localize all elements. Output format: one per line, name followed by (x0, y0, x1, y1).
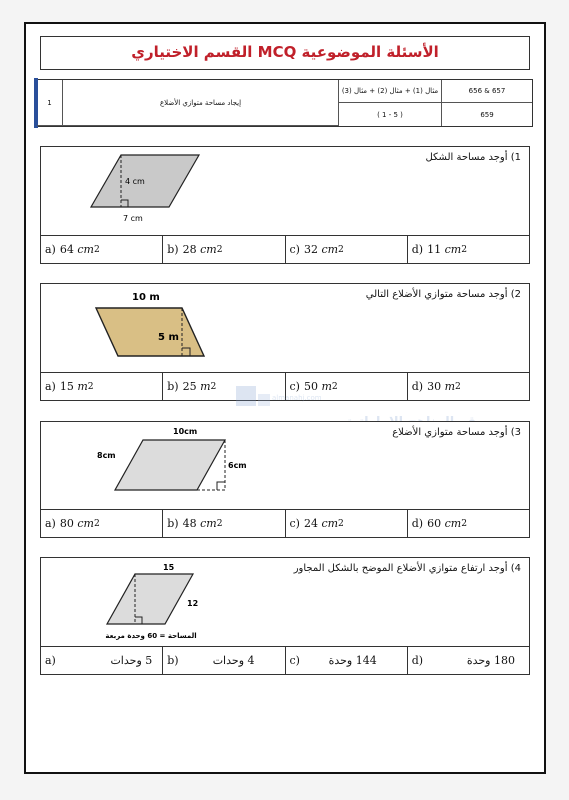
option-d[interactable]: d) 11 cm 2 (411, 243, 468, 256)
question-1-options (41, 235, 529, 263)
info-table (36, 79, 533, 127)
height-label: 6cm (228, 461, 247, 470)
option-a[interactable]: a) 5 وحدات (41, 647, 163, 674)
worksheet-page (24, 22, 546, 774)
option-d[interactable]: d) 180 وحدة (411, 654, 515, 667)
question-4-text: 4) أوجد ارتفاع متوازي الأضلاع الموضح بالشكل المجاور (293, 563, 521, 574)
base-label: 10 m (132, 292, 160, 303)
page-title: الأسئلة الموضوعية MCQ القسم الاختياري (131, 43, 439, 61)
option-b[interactable]: b) 48 cm 2 (163, 510, 285, 537)
parallelogram-shape (115, 440, 225, 490)
option-a[interactable]: a) 64 cm 2 (41, 236, 163, 263)
question-3-figure (97, 424, 247, 502)
question-1-text: 1) أوجد مساحة الشكل (425, 152, 521, 163)
area-label: المساحة = 60 وحدة مربعة (105, 632, 197, 640)
info-pages-2: 659 (480, 110, 494, 119)
option-b[interactable]: b) 4 وحدات (163, 647, 285, 674)
option-c[interactable]: c) 144 وحدة (286, 647, 408, 674)
right-angle-mark (217, 482, 225, 490)
question-3 (40, 421, 530, 538)
option-a[interactable]: a) 80 cm 2 (41, 510, 163, 537)
option-d[interactable]: d) 60 cm 2 (411, 517, 468, 530)
option-d[interactable]: d) 30 m 2 (411, 380, 461, 393)
info-examples: مثال (1) + مثال (2) + مثال (3) (339, 80, 442, 103)
height-label: 5 m (158, 332, 179, 343)
question-2-figure (96, 286, 216, 360)
parallelogram-shape (107, 574, 193, 624)
height-label: 4 cm (125, 177, 145, 186)
question-2-text: 2) أوجد مساحة متوازي الأضلاع التالي (365, 289, 521, 300)
question-3-text: 3) أوجد مساحة متوازي الأضلاع (392, 427, 521, 438)
question-1-figure (91, 153, 201, 225)
base-label: 7 cm (123, 214, 143, 223)
option-b[interactable]: b) 25 m 2 (163, 373, 285, 400)
side-label: 12 (187, 599, 199, 608)
parallelogram-shape (91, 155, 199, 207)
svg-text:almanahj.com: almanahj.com (272, 394, 322, 402)
option-b[interactable]: b) 28 cm 2 (163, 236, 285, 263)
question-1 (40, 146, 530, 264)
option-a[interactable]: a) 15 m 2 (41, 373, 163, 400)
info-row-number: 1 (37, 80, 63, 126)
question-4 (40, 557, 530, 675)
top-side-label: 10cm (173, 427, 198, 436)
question-2 (40, 283, 530, 401)
option-c[interactable]: c) 24 cm 2 (286, 510, 408, 537)
slant-side-label: 8cm (97, 451, 116, 460)
info-lesson: إيجاد مساحة متوازي الأضلاع (63, 80, 339, 126)
question-4-options (41, 646, 529, 674)
top-side-label: 15 (163, 563, 175, 572)
parallelogram-shape (96, 308, 204, 356)
question-3-options (41, 509, 529, 537)
option-c[interactable]: c) 32 cm 2 (286, 236, 408, 263)
info-pages-1: 656 & 657 (442, 80, 532, 103)
title-box (40, 36, 530, 70)
option-c[interactable]: c) 50 m 2 (286, 373, 408, 400)
info-range: ( 1 - 5 ) (339, 103, 442, 126)
question-4-figure (95, 560, 215, 642)
